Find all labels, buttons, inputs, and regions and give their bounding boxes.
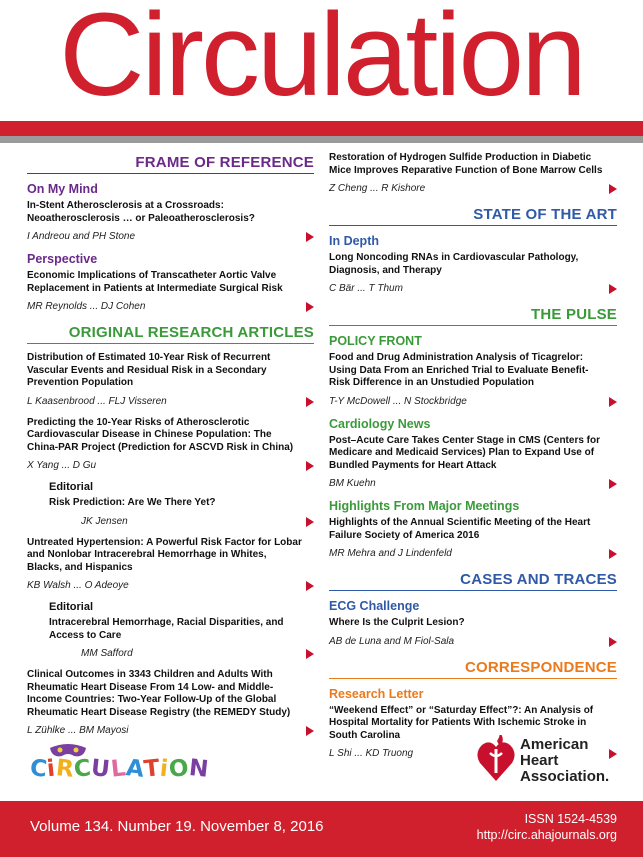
article-link[interactable] [329,517,617,561]
article-title: Distribution of Estimated 10-Year Risk of Recurrent Vascular Events and Residual Risk in a Secondary Prevention Population [27,352,271,388]
kids-logo-letter: L [109,755,128,783]
article-title: Predicting the 10-Year Risks of Atherosclerotic Cardiovascular Disease in Chinese Population: The China-PAR Project (Prediction for ASCVD Risk in China) [27,416,294,453]
article-authors: C Bär ... T Thum [329,283,403,294]
section-correspondence [329,657,617,679]
aha-line-1: American [520,736,589,753]
subsection-label: Perspective [27,252,98,266]
editorial-link[interactable] [27,601,314,661]
article-link[interactable] [27,537,314,594]
arrow-right-icon[interactable] [609,637,617,647]
article-title: Restoration of Hydrogen Sulfide Production in Diabetic Mice Improves Reparative Function of Bone Marrow Cells [329,152,603,176]
aha-wordmark [520,737,609,785]
article-authors: L Kaasenbrood ... FLJ Visseren [27,395,167,407]
article-title: Risk Prediction: Are We There Yet? [49,497,216,508]
kids-logo-letter: i [158,755,170,783]
kids-logo-letter: R [54,755,76,783]
article-link[interactable] [27,270,314,314]
article-authors: T-Y McDowell ... N Stockbridge [329,395,467,407]
kids-logo-letter: U [90,755,112,783]
left-column [27,152,314,746]
section-heading: THE PULSE [531,306,617,323]
article-link[interactable] [329,435,617,492]
article-title: Intracerebral Hemorrhage, Racial Disparities, and Access to Care [49,617,284,641]
arrow-right-icon[interactable] [609,479,617,489]
article-authors: Z Cheng ... R Kishore [329,183,426,194]
kids-logo-letter: A [124,755,146,783]
kids-logo-letter: T [142,755,162,783]
article-link[interactable] [329,352,617,409]
article-authors: KB Walsh ... O Adeoye [27,580,129,591]
article-link[interactable] [329,252,617,296]
article-authors: L Shi ... KD Truong [329,748,414,759]
circulation-kids-logo [30,756,208,782]
issn-block [477,811,617,843]
editorial-link[interactable] [27,481,314,529]
issn: ISSN 1524-4539 [524,812,617,826]
article-link[interactable] [329,152,617,196]
kids-logo-letter: C [28,755,49,783]
article-authors: L Zühlke ... BM Mayosi [27,725,129,736]
subsection-label: On My Mind [27,182,98,196]
article-authors: JK Jensen [81,515,128,527]
kids-logo-letter: N [187,755,210,783]
article-authors: MR Mehra and J Lindenfeld [329,548,452,559]
article-title: Long Noncoding RNAs in Cardiovascular Pathology, Diagnosis, and Therapy [329,252,579,276]
subsection-label: Research Letter [329,686,424,701]
arrow-right-icon[interactable] [609,184,617,194]
aha-logo [476,733,626,793]
article-authors: AB de Luna and M Fiol-Sala [329,635,455,647]
journal-url[interactable]: http://circ.ahajournals.org [476,828,617,842]
subsection-label: Highlights From Major Meetings [329,499,520,513]
article-title: Clinical Outcomes in 3343 Children and Adults With Rheumatic Heart Disease From 14 Low- and Middle-Income Countries: Two-Year Follow-Up of the Global Rheumatic Heart Disease Registry (the REMEDY Study) [27,669,291,718]
subsection-label: Editorial [49,481,94,493]
arrow-right-icon[interactable] [306,302,314,312]
arrow-right-icon[interactable] [306,581,314,591]
article-authors: BM Kuehn [329,478,376,489]
article-title: Highlights of the Annual Scientific Meeting of the Heart Failure Society of America 2016 [329,517,591,541]
heart-torch-icon [476,735,516,785]
article-title: Where Is the Culprit Lesion? [329,617,465,628]
arrow-right-icon[interactable] [609,549,617,559]
kids-logo-letter: C [72,755,93,783]
kids-logo-text [30,756,208,782]
arrow-right-icon[interactable] [306,461,314,471]
arrow-right-icon[interactable] [306,726,314,736]
arrow-right-icon[interactable] [609,397,617,407]
arrow-right-icon[interactable] [306,517,314,527]
article-link[interactable] [329,617,617,649]
article-authors: I Andreou and PH Stone [27,231,136,242]
article-title: In-Stent Atherosclerosis at a Crossroads: Neoatherosclerosis … or Paleoatherosclerosis? [27,200,255,224]
subsection-label: POLICY FRONT [329,334,422,348]
masthead-grey-bar [0,136,643,143]
section-heading: CORRESPONDENCE [465,658,617,676]
article-link[interactable] [27,352,314,409]
journal-title: Circulation [59,0,584,121]
arrow-right-icon[interactable] [306,232,314,242]
article-authors: MM Safford [81,648,133,659]
masthead [0,0,643,145]
section-original-research [27,322,314,344]
subsection-label: In Depth [329,234,379,248]
subsection-label: Cardiology News [329,416,431,431]
section-heading: CASES AND TRACES [460,571,617,588]
article-title: Untreated Hypertension: A Powerful Risk Factor for Lobar and Nonlobar Intracerebral Hemorrhage in Whites, Blacks, and Hispanics [27,536,302,573]
article-link[interactable] [27,669,314,738]
article-link[interactable] [27,200,314,244]
right-column [329,152,617,769]
section-frame-of-reference [27,152,314,174]
section-the-pulse [329,304,617,326]
issue-info: Volume 134. Number 19. November 8, 2016 [30,818,324,835]
masthead-red-bar [0,121,643,136]
footer-bar [0,801,643,857]
article-title: Economic Implications of Transcatheter Aortic Valve Replacement in Patients at Intermediate Surgical Risk [27,270,283,294]
article-title: Food and Drug Administration Analysis of Ticagrelor: Using Data From an Enriched Trial to Evaluate Benefit-Risk Difference in an Unstudied Population [329,352,589,388]
article-authors: MR Reynolds ... DJ Cohen [27,301,146,312]
aha-line-2: Heart [520,752,559,769]
article-title: “Weekend Effect” or “Saturday Effect”?: An Analysis of Hospital Mortality for Patients With Ischemic Stroke in South Carolina [329,704,594,741]
article-title: Post–Acute Care Takes Center Stage in CMS (Centers for Medicare and Medicaid Services) Plan to Expand Use of Bundled Payments for Heart Attack [329,434,601,471]
subsection-label: Editorial [49,601,94,613]
section-heading: ORIGINAL RESEARCH ARTICLES [68,324,314,341]
section-heading: STATE OF THE ART [473,206,617,223]
kids-logo-letter: i [46,755,58,783]
subsection-label: ECG Challenge [329,599,420,613]
kids-logo-letter: O [167,755,191,783]
article-link[interactable] [27,417,314,474]
section-cases-and-traces [329,569,617,591]
section-state-of-the-art [329,204,617,226]
arrow-right-icon[interactable] [609,284,617,294]
aha-line-3: Association. [520,768,610,785]
arrow-right-icon[interactable] [306,397,314,407]
arrow-right-icon[interactable] [306,649,314,659]
section-heading: FRAME OF REFERENCE [135,154,314,171]
article-authors: X Yang ... D Gu [27,460,97,471]
